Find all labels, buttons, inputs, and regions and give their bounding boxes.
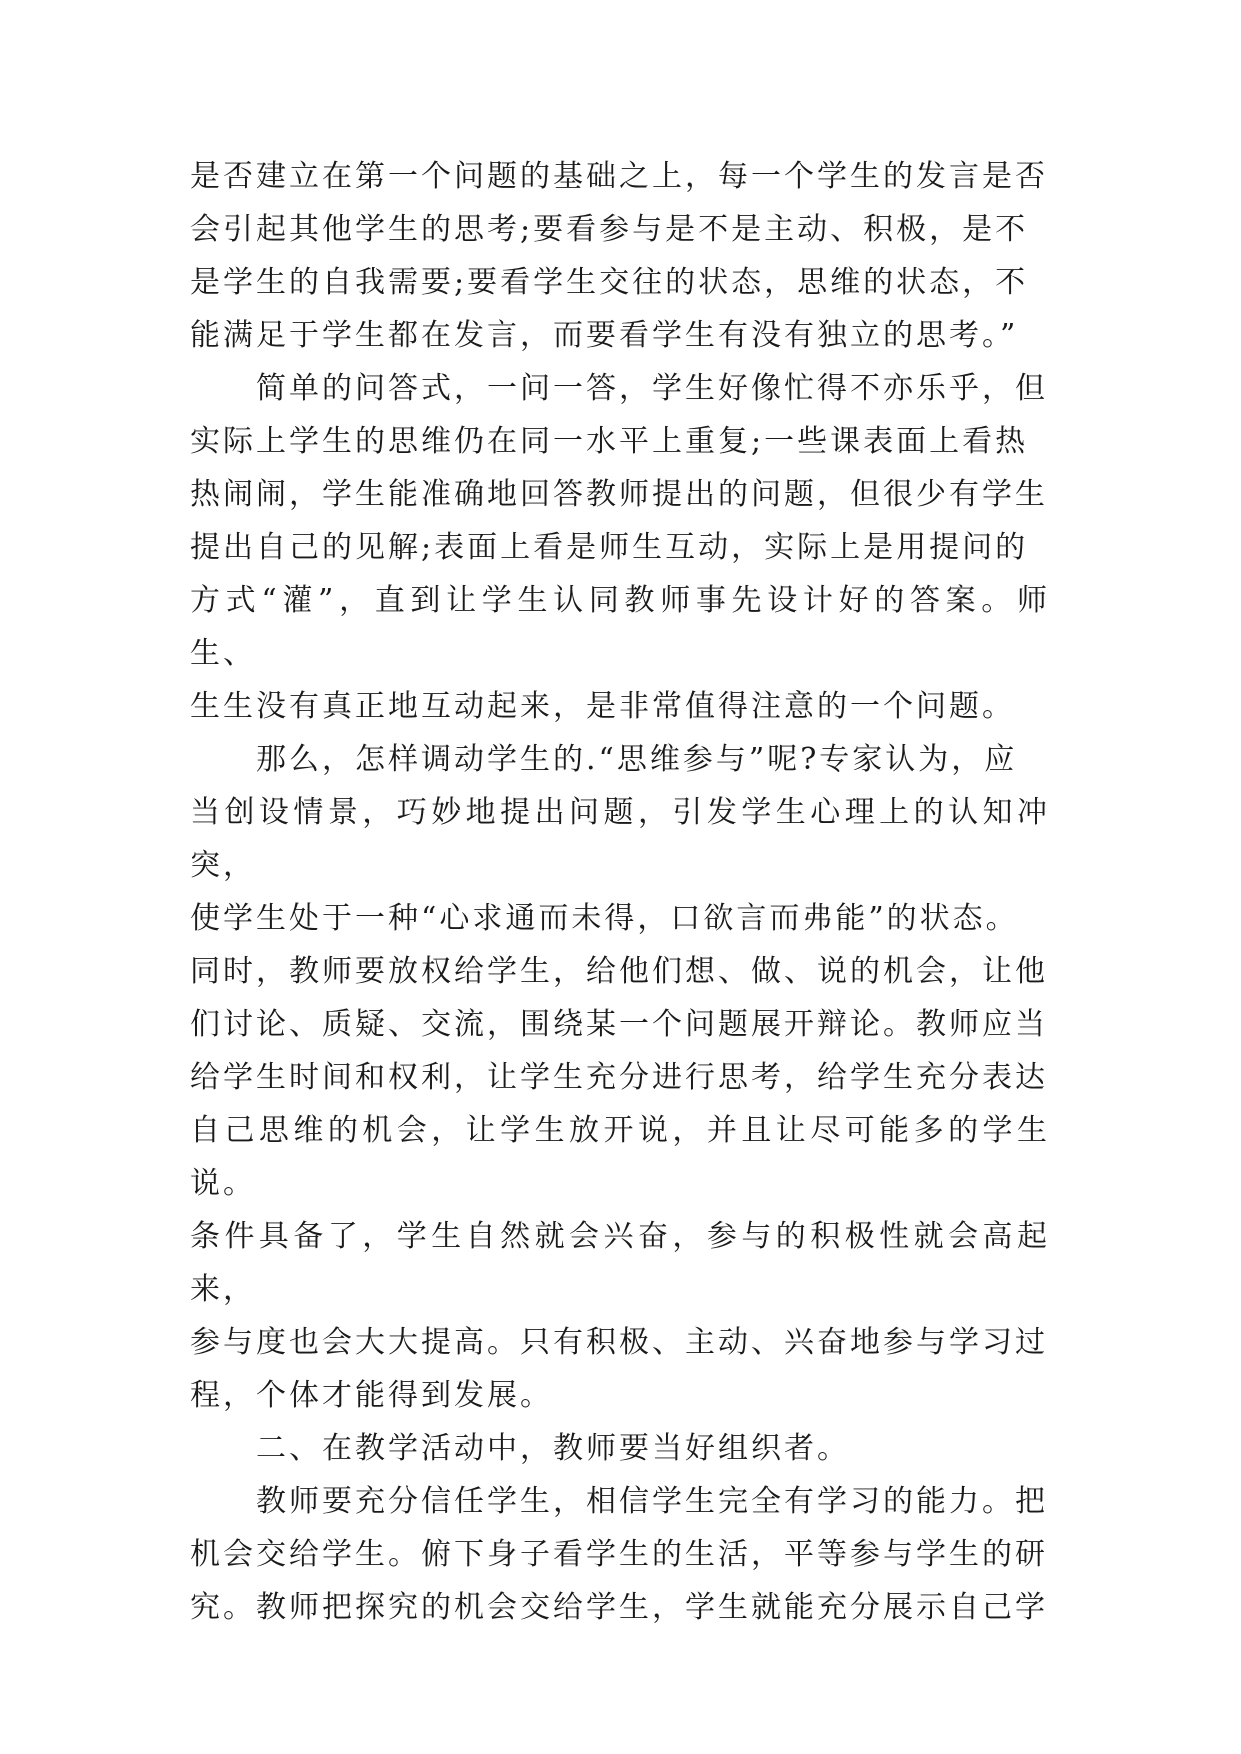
document-body <box>190 150 1050 1634</box>
text-line: 提出自己的见解;表面上看是师生互动，实际上是用提问的 <box>190 530 1029 565</box>
text-line: 给学生时间和权利，让学生充分进行思考，给学生充分表达 <box>190 1060 1048 1095</box>
text-line: 是学生的自我需要;要看学生交往的状态，思维的状态，不 <box>190 265 1029 300</box>
text-line: 程，个体才能得到发展。 <box>190 1378 553 1413</box>
text-line: 热闹闹，学生能准确地回答教师提出的问题，但很少有学生 <box>190 477 1048 512</box>
text-line: 参与度也会大大提高。只有积极、主动、兴奋地参与学习过 <box>190 1325 1048 1360</box>
text-line: 会引起其他学生的思考;要看参与是不是主动、积极，是不 <box>190 212 1029 247</box>
section-heading-paragraph <box>190 1422 1050 1475</box>
paragraph-5 <box>190 1475 1050 1634</box>
text-line: 实际上学生的思维仍在同一水平上重复;一些课表面上看热 <box>190 424 1029 459</box>
text-line: 教师要充分信任学生，相信学生完全有学习的能力。把 <box>256 1484 1048 1519</box>
paragraph-1 <box>190 150 1050 362</box>
text-line: 那么，怎样调动学生的.“思维参与”呢?专家认为，应 <box>256 742 1018 777</box>
section-heading: 二、在教学活动中，教师要当好组织者。 <box>256 1431 850 1466</box>
text-line: 究。教师把探究的机会交给学生，学生就能充分展示自己学 <box>190 1590 1048 1625</box>
text-line: 生生没有真正地互动起来，是非常值得注意的一个问题。 <box>190 689 1015 724</box>
text-line: 们讨论、质疑、交流，围绕某一个问题展开辩论。教师应当 <box>190 1007 1048 1042</box>
text-line: 使学生处于一种“心求通而未得，口欲言而弗能”的状态。 <box>190 901 1019 936</box>
text-line: 能满足于学生都在发言，而要看学生有没有独立的思考。” <box>190 318 1019 353</box>
text-line: 机会交给学生。俯下身子看学生的生活，平等参与学生的研 <box>190 1537 1048 1572</box>
text-line: 条件具备了，学生自然就会兴奋，参与的积极性就会高起来， <box>190 1219 1050 1307</box>
text-line: 方式“灌”，直到让学生认同教师事先设计好的答案。师生、 <box>190 583 1050 671</box>
text-line: 简单的问答式，一问一答，学生好像忙得不亦乐乎，但 <box>256 371 1048 406</box>
paragraph-2 <box>190 362 1050 733</box>
text-line: 同时，教师要放权给学生，给他们想、做、说的机会，让他 <box>190 954 1048 989</box>
text-line: 是否建立在第一个问题的基础之上，每一个学生的发言是否 <box>190 159 1048 194</box>
text-line: 自己思维的机会，让学生放开说，并且让尽可能多的学生说。 <box>190 1113 1050 1201</box>
text-line: 当创设情景，巧妙地提出问题，引发学生心理上的认知冲突， <box>190 795 1050 883</box>
paragraph-3 <box>190 733 1050 1422</box>
